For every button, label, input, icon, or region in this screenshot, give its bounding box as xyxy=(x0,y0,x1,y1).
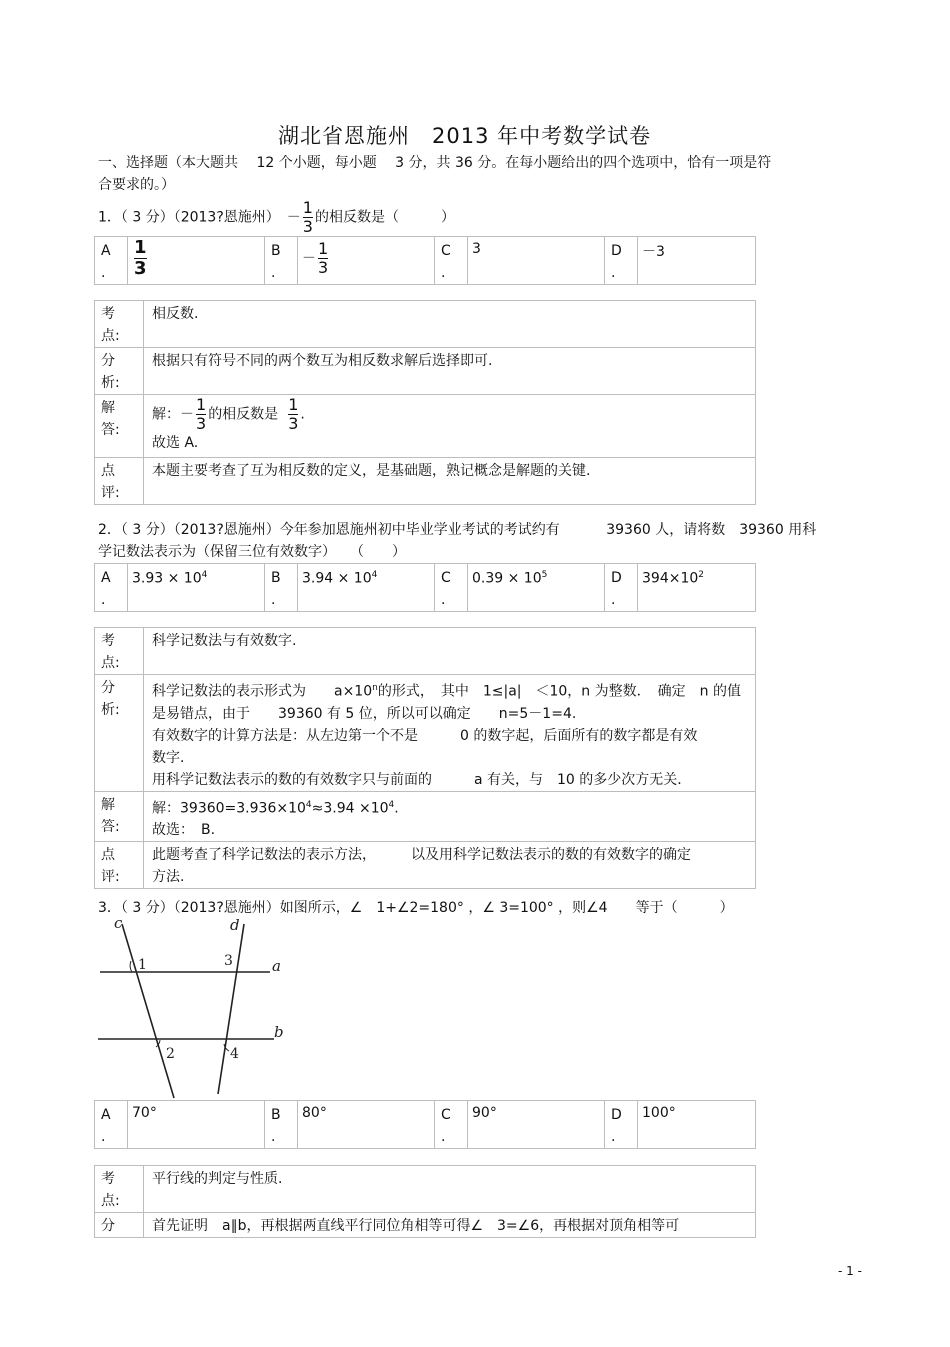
q3-stem: 3．（ 3 分）（2013?恩施州）如图所示，∠ 1+∠2=180° ，∠ 3=100° ，则∠4 等于（ ） xyxy=(98,900,734,916)
option-d-letter: D . xyxy=(605,1101,638,1149)
kaodian-label: 考 点: xyxy=(95,628,144,675)
q2-analysis-table xyxy=(94,627,756,889)
option-b-value: － $\frac{1}{3}$ xyxy=(298,237,435,285)
kaodian-content: 科学记数法与有效数字. xyxy=(144,628,756,675)
line-d xyxy=(218,924,244,1094)
fenxi-label: 分 析: xyxy=(95,675,144,792)
option-a-letter: A . xyxy=(95,564,128,612)
option-a-value: 70° xyxy=(128,1101,265,1149)
fenxi-content: 科学记数法的表示形式为 $a\times 10^n$的形式， 其中 1≤|a| ＜10，n 为整数． 确定 n 的值 是易错点，由于 39360 有 5 位，所以可以确定 n=5－1=4. 有效数字的计算方法是：从左边第一个不是 0 的数字起，后面所有的数字都是有效 数字. 用科学记数法表示的数的有效数字只与前面的 a 有关，与 10 的多少次方无关. xyxy=(144,675,756,792)
dianping-content: 此题考查了科学记数法的表示方法， 以及用科学记数法表示的数的有效数字的确定 方法. xyxy=(144,842,756,889)
angle-1-label: 1 xyxy=(138,957,147,973)
q1-stem-fraction: $\frac{1}{3}$ xyxy=(302,198,313,236)
section-header-line1: 一、选择题（本大题共 12 个小题，每小题 3 分，共 36 分。在每小题给出的四个选项中，恰有一项是符 xyxy=(98,155,772,171)
fenxi-label: 分 xyxy=(95,1213,144,1238)
section-header-line2: 合要求的。） xyxy=(98,177,175,193)
option-d-value: $394\times 10^2$ xyxy=(638,564,756,612)
angle-3-label: 3 xyxy=(224,953,233,969)
option-d-letter: D . xyxy=(605,237,638,285)
option-c-value: 3 xyxy=(468,237,605,285)
jieda-label: 解 答: xyxy=(95,395,144,458)
option-a-value: $3.93 \times 10^4$ xyxy=(128,564,265,612)
option-c-letter: C . xyxy=(435,1101,468,1149)
kaodian-content: 相反数. xyxy=(144,301,756,348)
kaodian-label: 考 点: xyxy=(95,301,144,348)
label-d: d xyxy=(230,916,240,934)
option-a-value: $\frac{1}{3}$ xyxy=(128,237,265,285)
q2-stem-line2: 学记数法表示为（保留三位有效数字） （ ） xyxy=(98,544,406,560)
option-c-letter: C . xyxy=(435,237,468,285)
jieda-label: 解 答: xyxy=(95,791,144,842)
q2-stem-line1: 2．（ 3 分）（2013?恩施州）今年参加恩施州初中毕业学业考试的考试约有 39360 人，请将数 39360 用科 xyxy=(98,522,817,538)
q1-analysis-table xyxy=(94,300,756,505)
q2-options-table xyxy=(94,563,756,612)
label-a: a xyxy=(272,957,281,975)
fenxi-content: 根据只有符号不同的两个数互为相反数求解后选择即可. xyxy=(144,348,756,395)
page-title: 湖北省恩施州 2013 年中考数学试卷 xyxy=(278,124,652,148)
parallel-lines-figure xyxy=(94,914,294,1100)
dianping-label: 点 评: xyxy=(95,458,144,505)
fenxi-content: 首先证明 a∥b，再根据两直线平行同位角相等可得∠ 3=∠6，再根据对顶角相等可 xyxy=(144,1213,756,1238)
q1-options-table xyxy=(94,236,756,285)
option-d-value: －3 xyxy=(638,237,756,285)
option-b-value: 80° xyxy=(298,1101,435,1149)
option-c-letter: C . xyxy=(435,564,468,612)
jieda-content: 解：$39360=3.936\times 10^4\approx 3.94 \times 10^4$. 故选： B. xyxy=(144,791,756,842)
q3-options-table xyxy=(94,1100,756,1149)
label-c: c xyxy=(114,914,123,932)
option-b-value: $3.94 \times 10^4$ xyxy=(298,564,435,612)
line-c xyxy=(122,924,174,1098)
q3-analysis-table xyxy=(94,1165,756,1238)
angle-4-label: 4 xyxy=(230,1046,239,1062)
option-b-letter: B . xyxy=(265,1101,298,1149)
option-a-letter: A . xyxy=(95,237,128,285)
label-b: b xyxy=(274,1023,284,1041)
angle-2-label: 2 xyxy=(166,1046,175,1062)
dianping-label: 点 评: xyxy=(95,842,144,889)
option-a-letter: A . xyxy=(95,1101,128,1149)
option-d-letter: D . xyxy=(605,564,638,612)
option-b-letter: B . xyxy=(265,237,298,285)
option-c-value: 90° xyxy=(468,1101,605,1149)
dianping-content: 本题主要考查了互为相反数的定义，是基础题，熟记概念是解题的关键. xyxy=(144,458,756,505)
kaodian-label: 考 点: xyxy=(95,1166,144,1213)
option-d-value: 100° xyxy=(638,1101,756,1149)
angle-1-arc xyxy=(130,961,132,972)
jieda-content: 解：－ $\frac{1}{3}$ 的相反数是 $\frac{1}{3}$ . 故选 A. xyxy=(144,395,756,458)
q1-stem: 1．（ 3 分）（2013?恩施州） － $\frac{1}{3}$ 的相反数是（ ） xyxy=(98,198,455,236)
fenxi-label: 分 析: xyxy=(95,348,144,395)
option-b-letter: B . xyxy=(265,564,298,612)
page-number: - 1 - xyxy=(838,1264,862,1278)
kaodian-content: 平行线的判定与性质. xyxy=(144,1166,756,1213)
option-c-value: $0.39 \times 10^5$ xyxy=(468,564,605,612)
